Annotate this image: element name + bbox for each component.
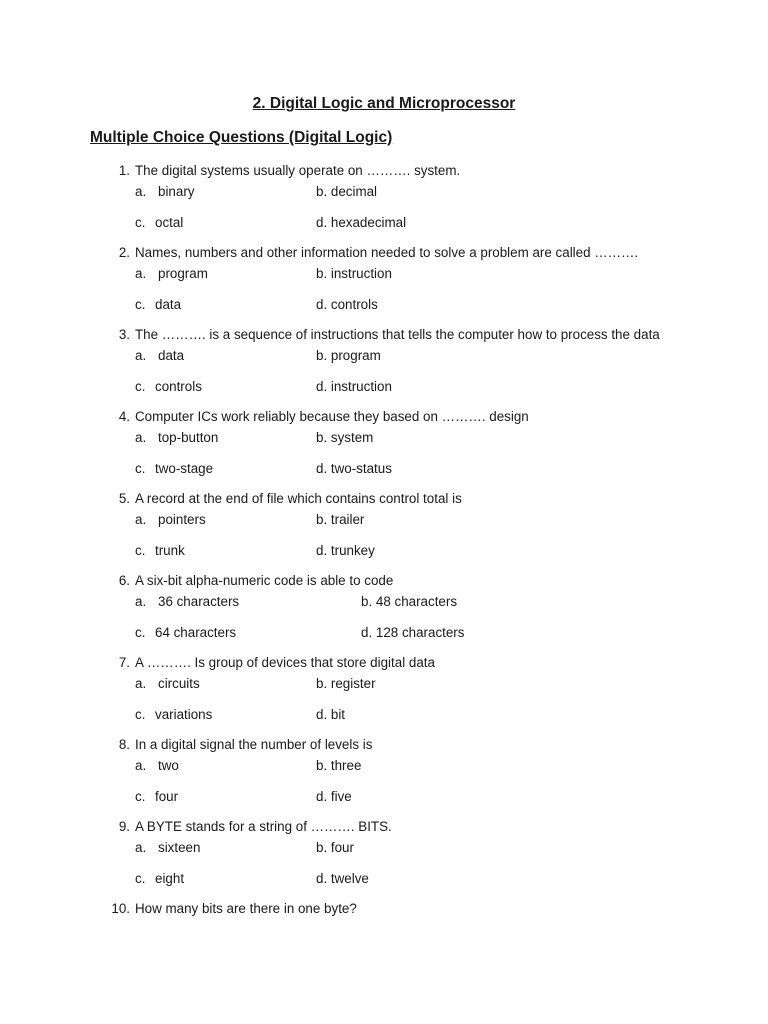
- option-a: [135, 512, 206, 527]
- option-a: [135, 266, 208, 281]
- question-text: How many bits are there in one byte?: [135, 901, 357, 916]
- option-text: eight: [155, 871, 185, 886]
- option-letter: c.: [135, 871, 146, 886]
- option-letter: c.: [135, 789, 146, 804]
- option-text: two: [158, 758, 179, 773]
- option-c: [135, 625, 236, 640]
- option-a: [135, 840, 200, 855]
- option-letter: a.: [135, 840, 147, 855]
- option-text: four: [155, 789, 179, 804]
- option-letter: c.: [135, 379, 146, 394]
- question-text: A record at the end of file which contains control total is: [135, 491, 462, 506]
- question-3: [0, 324, 768, 406]
- option-text: trunk: [155, 543, 185, 558]
- option-text: d. instruction: [316, 379, 392, 394]
- question-9: [0, 816, 768, 898]
- option-text: d. trunkey: [316, 543, 375, 558]
- page-title: 2. Digital Logic and Microprocessor: [252, 95, 516, 112]
- option-text: d. two-status: [316, 461, 392, 476]
- option-b: [316, 266, 392, 281]
- question-text: A ………. Is group of devices that store digital data: [135, 655, 435, 670]
- question-6: [0, 570, 768, 652]
- option-text: sixteen: [158, 840, 201, 855]
- question-5: [0, 488, 768, 570]
- question-text: The ………. is a sequence of instructions that tells the computer how to process the data: [135, 327, 660, 342]
- option-letter: c.: [135, 707, 146, 722]
- option-text: controls: [155, 379, 202, 394]
- option-d: [361, 625, 464, 640]
- option-text: data: [158, 348, 185, 363]
- option-letter: a.: [135, 348, 147, 363]
- option-d: [316, 461, 392, 476]
- option-letter: c.: [135, 543, 146, 558]
- question-number: 9.: [118, 819, 130, 834]
- option-d: [316, 871, 369, 886]
- option-text: b. 48 characters: [361, 594, 458, 609]
- option-text: b. system: [316, 430, 374, 445]
- question-number: 5.: [118, 491, 130, 506]
- option-text: b. register: [316, 676, 376, 691]
- option-letter: a.: [135, 184, 147, 199]
- option-c: [135, 543, 185, 558]
- option-b: [316, 840, 354, 855]
- option-letter: c.: [135, 297, 146, 312]
- question-text: The digital systems usually operate on ………. system.: [135, 163, 461, 178]
- option-a: [135, 594, 239, 609]
- option-d: [316, 297, 378, 312]
- option-d: [316, 215, 406, 230]
- option-text: d. 128 characters: [361, 625, 465, 640]
- option-text: b. three: [316, 758, 362, 773]
- option-b: [316, 348, 381, 363]
- option-b: [361, 594, 457, 609]
- question-text: Computer ICs work reliably because they based on ………. design: [135, 409, 529, 424]
- option-letter: c.: [135, 625, 146, 640]
- option-text: variations: [155, 707, 213, 722]
- option-d: [316, 379, 392, 394]
- question-number: 3.: [118, 327, 130, 342]
- question-number: 2.: [118, 245, 130, 260]
- option-text: b. four: [316, 840, 354, 855]
- option-text: data: [155, 297, 182, 312]
- option-text: pointers: [158, 512, 206, 527]
- option-c: [135, 297, 181, 312]
- option-text: top-button: [158, 430, 219, 445]
- option-d: [316, 789, 352, 804]
- question-number: 8.: [118, 737, 130, 752]
- question-7: [0, 652, 768, 734]
- question-4: [0, 406, 768, 488]
- option-c: [135, 789, 178, 804]
- question-number: 1.: [118, 163, 130, 178]
- question-number: 4.: [118, 409, 130, 424]
- question-list: [0, 160, 768, 980]
- question-text: In a digital signal the number of levels is: [135, 737, 373, 752]
- option-letter: c.: [135, 461, 146, 476]
- option-text: d. bit: [316, 707, 346, 722]
- option-text: 36 characters: [158, 594, 240, 609]
- option-letter: a.: [135, 430, 147, 445]
- option-a: [135, 758, 179, 773]
- question-1: [0, 160, 768, 242]
- option-text: 64 characters: [155, 625, 237, 640]
- option-c: [135, 707, 212, 722]
- option-text: circuits: [158, 676, 200, 691]
- option-c: [135, 379, 202, 394]
- option-c: [135, 871, 184, 886]
- option-text: binary: [158, 184, 195, 199]
- question-2: [0, 242, 768, 324]
- option-a: [135, 348, 184, 363]
- option-text: b. instruction: [316, 266, 392, 281]
- question-text: A six-bit alpha-numeric code is able to code: [135, 573, 394, 588]
- option-c: [135, 215, 183, 230]
- question-8: [0, 734, 768, 816]
- question-number: 6.: [118, 573, 130, 588]
- option-a: [135, 676, 200, 691]
- option-b: [316, 758, 361, 773]
- option-a: [135, 184, 194, 199]
- question-number: 10.: [111, 901, 130, 916]
- option-letter: a.: [135, 758, 147, 773]
- option-text: octal: [155, 215, 184, 230]
- option-text: b. decimal: [316, 184, 378, 199]
- option-text: b. trailer: [316, 512, 365, 527]
- question-10: [0, 898, 768, 980]
- question-text: Names, numbers and other information needed to solve a problem are called ……….: [135, 245, 639, 260]
- option-letter: c.: [135, 215, 146, 230]
- option-c: [135, 461, 213, 476]
- option-text: b. program: [316, 348, 381, 363]
- section-title: Multiple Choice Questions (Digital Logic): [90, 129, 393, 146]
- option-text: d. hexadecimal: [316, 215, 407, 230]
- option-text: d. controls: [316, 297, 378, 312]
- option-letter: a.: [135, 266, 147, 281]
- option-text: program: [158, 266, 208, 281]
- option-d: [316, 707, 345, 722]
- option-b: [316, 184, 377, 199]
- question-number: 7.: [118, 655, 130, 670]
- option-b: [316, 430, 373, 445]
- option-b: [316, 512, 364, 527]
- option-a: [135, 430, 218, 445]
- option-text: d. five: [316, 789, 352, 804]
- option-letter: a.: [135, 512, 147, 527]
- option-letter: a.: [135, 594, 147, 609]
- question-text: A BYTE stands for a string of ………. BITS.: [135, 819, 392, 834]
- option-b: [316, 676, 376, 691]
- option-text: two-stage: [155, 461, 214, 476]
- option-d: [316, 543, 375, 558]
- option-text: d. twelve: [316, 871, 369, 886]
- option-letter: a.: [135, 676, 147, 691]
